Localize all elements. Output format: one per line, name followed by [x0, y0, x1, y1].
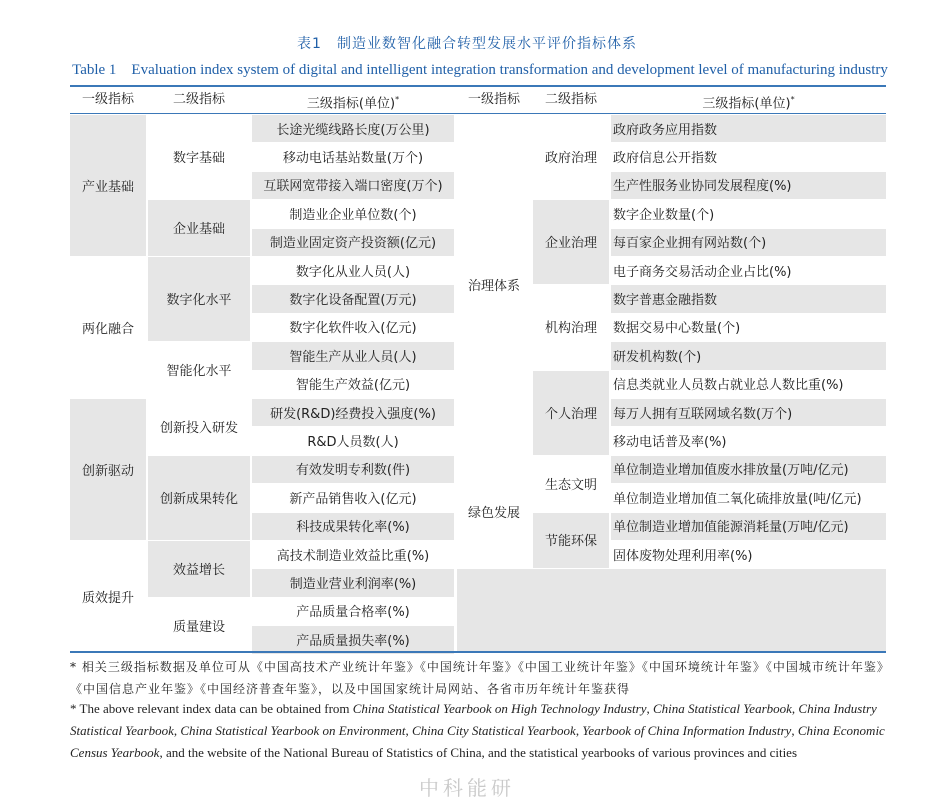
level3-indicator: 高技术制造业效益比重(%) — [276, 548, 430, 564]
level2-label: 政府治理 — [544, 151, 597, 167]
level3-indicator: 产品质量合格率(%) — [296, 605, 410, 621]
level2-label: 数字化水平 — [166, 293, 232, 309]
level3-indicator: 每百家企业拥有网站数(个) — [613, 236, 767, 252]
level3-indicator: 单位制造业增加值废水排放量(万吨/亿元) — [613, 463, 849, 479]
level2-label: 效益增长 — [172, 562, 225, 578]
table-bottom-rule — [70, 651, 886, 653]
level3-indicator: 生产性服务业协同发展程度(%) — [613, 179, 792, 195]
level3-indicator: 数据交易中心数量(个) — [613, 321, 741, 337]
footnote-en: * The above relevant index data can be obtained from China Statistical Yearbook on High Technology Industry, China Statistical Yearbook, China Industry Statistical Yearbook, China Statistical Yearbook on Environment, China City Statistical Yearbook, Yearbook of China Information Industry, China Economic Census Yearbook, and the website of the National Bureau of Statistics of China, and the statistical yearbooks of various provinces and cities — [70, 701, 885, 760]
table-top-rule — [70, 85, 886, 87]
level3-indicator: 长途光缆线路长度(万公里) — [276, 122, 430, 138]
level3-indicator: 政府政务应用指数 — [613, 122, 718, 138]
level3-indicator: 互联网宽带接入端口密度(万个) — [263, 179, 443, 195]
level3-indicator: R&D人员数(人) — [307, 435, 399, 451]
level3-indicator: 研发(R&D)经费投入强度(%) — [270, 406, 436, 422]
header-level1-left: 一级指标 — [81, 92, 134, 107]
level2-label: 质量建设 — [172, 619, 225, 635]
level3-indicator: 数字化设备配置(万元) — [289, 293, 417, 309]
level3-indicator: 单位制造业增加值能源消耗量(万吨/亿元) — [613, 520, 849, 536]
level3-indicator: 新产品销售收入(亿元) — [289, 491, 417, 507]
header-level3-right: 三级指标(单位)* — [702, 95, 795, 112]
level1-label: 绿色发展 — [467, 506, 520, 522]
header-level1-right: 一级指标 — [467, 92, 520, 107]
level2-label: 创新投入研发 — [159, 420, 238, 436]
level3-indicator: 移动电话基站数量(万个) — [282, 151, 424, 167]
table-title-cn: 表1 制造业数智化融合转型发展水平评价指标体系 — [297, 36, 637, 52]
level3-indicator: 制造业固定资产投资额(亿元) — [269, 236, 437, 252]
watermark: 中科能研 — [419, 776, 515, 800]
empty-area-bg — [457, 569, 886, 651]
level3-indicator: 科技成果转化率(%) — [296, 520, 410, 536]
level2-label: 创新成果转化 — [159, 491, 238, 507]
level3-indicator: 信息类就业人员数占就业总人数比重(%) — [613, 378, 844, 394]
level2-label: 企业基础 — [172, 222, 225, 238]
level3-indicator: 数字化从业人员(人) — [295, 264, 411, 280]
level2-label: 数字基础 — [172, 151, 225, 167]
header-level2-right: 二级指标 — [544, 92, 597, 107]
level2-label: 个人治理 — [544, 406, 597, 422]
level3-indicator: 制造业营业利润率(%) — [289, 577, 417, 593]
level3-indicator: 每万人拥有互联网域名数(万个) — [613, 406, 793, 422]
level3-indicator: 智能生产效益(亿元) — [295, 378, 411, 394]
footnote-cn: * 相关三级指标数据及单位可从《中国高技术产业统计年鉴》《中国统计年鉴》《中国工业统计年鉴》《中国环境统计年鉴》《中国城市统计年鉴》《中国信息产业年鉴》《中国经济普查年鉴》，以及中国国家统计局网站、各省市历年统计年鉴获得 — [70, 660, 884, 696]
level2-label: 生态文明 — [544, 477, 597, 493]
level3-indicator: 智能生产从业人员(人) — [289, 349, 417, 365]
level3-indicator: 制造业企业单位数(个) — [289, 207, 417, 223]
level3-indicator: 政府信息公开指数 — [613, 151, 718, 167]
table-column-divider — [454, 114, 457, 651]
level3-indicator: 产品质量损失率(%) — [296, 633, 410, 649]
level1-label: 治理体系 — [467, 278, 520, 294]
level1-label: 两化融合 — [81, 321, 134, 337]
level1-label: 质效提升 — [81, 591, 134, 607]
table-title-en: Table 1 Evaluation index system of digital and intelligent integration transformation and development level of manufacturing industry — [72, 62, 888, 78]
level3-indicator: 单位制造业增加值二氧化硫排放量(吨/亿元) — [613, 491, 862, 507]
level1-label: 产业基础 — [81, 179, 134, 195]
level3-indicator: 数字化软件收入(亿元) — [289, 321, 417, 337]
level3-indicator: 研发机构数(个) — [613, 349, 702, 365]
header-level2-left: 二级指标 — [172, 92, 225, 107]
level2-label: 智能化水平 — [166, 364, 232, 380]
level2-label: 机构治理 — [544, 321, 597, 337]
level3-indicator: 移动电话普及率(%) — [613, 435, 727, 451]
level3-indicator: 固体废物处理利用率(%) — [613, 548, 753, 564]
level3-indicator: 电子商务交易活动企业占比(%) — [613, 264, 792, 280]
level3-indicator: 有效发明专利数(件) — [295, 463, 411, 479]
level3-indicator: 数字企业数量(个) — [613, 207, 715, 223]
level1-label: 创新驱动 — [81, 463, 134, 479]
header-level3-left: 三级指标(单位)* — [306, 95, 400, 112]
level2-label: 节能环保 — [544, 534, 597, 550]
level3-indicator: 数字普惠金融指数 — [613, 293, 718, 309]
level2-label: 企业治理 — [544, 236, 597, 252]
